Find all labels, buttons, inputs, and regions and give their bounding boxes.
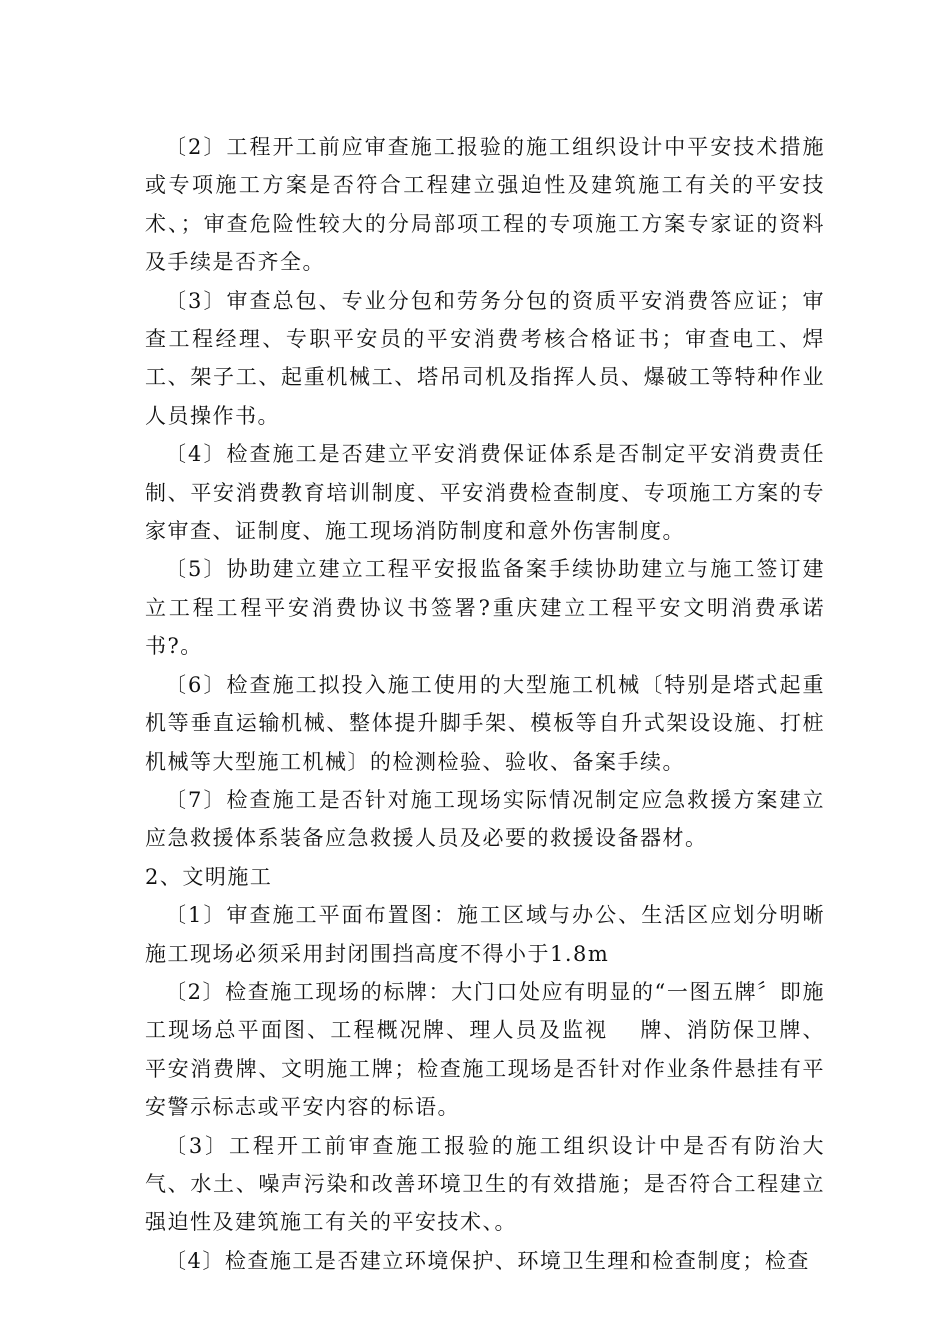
paragraph-item-3: 〔3〕审查总包、专业分包和劳务分包的资质平安消费答应证；审查工程经理、专职平安员的平安消费考核合格证书；审查电工、焊工、架子工、起重机械工、塔吊司机及指挥人员、爆破工等特种作业人员操作书。	[145, 288, 825, 428]
section-paragraph-1: 〔1〕审查施工平面布置图：施工区域与办公、生活区应划分明晰施工现场必须采用封闭围挡高度不得小于1.8m	[145, 903, 825, 966]
paragraph-item-4: 〔4〕检查施工是否建立平安消费保证体系是否制定平安消费责任制、平安消费教育培训制度、平安消费检查制度、专项施工方案的专家审查、证制度、施工现场消防制度和意外伤害制度。	[145, 442, 825, 544]
paragraph-item-6: 〔6〕检查施工拟投入施工使用的大型施工机械〔特别是塔式起重机等垂直运输机械、整体提升脚手架、模板等自升式架设设施、打桩机械等大型施工机械〕的检测检验、验收、备案手续。	[145, 672, 825, 774]
paragraph-item-5: 〔5〕协助建立建立工程平安报监备案手续协助建立与施工签订建立工程工程平安消费协议书签署?重庆建立工程平安文明消费承诺书?。	[145, 557, 825, 659]
section-paragraph-2: 〔2〕检查施工现场的标牌：大门口处应有明显的“一图五牌〞即施工现场总平面图、工程概况牌、理人员及监视 牌、消防保卫牌、平安消费牌、文明施工牌；检查施工现场是否针对作业条件悬挂有平安警示标志或平安内容的标语。	[145, 979, 825, 1120]
paragraph-item-2: 〔2〕工程开工前应审查施工报验的施工组织设计中平安技术措施或专项施工方案是否符合工程建立强迫性及建筑施工有关的平安技术、；审查危险性较大的分局部项工程的专项施工方案专家证的资料及手续是否齐全。	[145, 135, 825, 275]
paragraph-item-7: 〔7〕检查施工是否针对施工现场实际情况制定应急救援方案建立应急救援体系装备应急救援人员及必要的救援设备器材。	[145, 787, 825, 851]
section-paragraph-4: 〔4〕检查施工是否建立环境保护、环境卫生理和检查制度；检查	[165, 1248, 810, 1273]
section-heading: 2、文明施工	[145, 864, 273, 889]
section-paragraph-3: 〔3〕工程开工前审查施工报验的施工组织设计中是否有防治大气、水土、噪声污染和改善环境卫生的有效措施；是否符合工程建立强迫性及建筑施工有关的平安技术、。	[145, 1133, 825, 1235]
document-body	[145, 128, 825, 1280]
